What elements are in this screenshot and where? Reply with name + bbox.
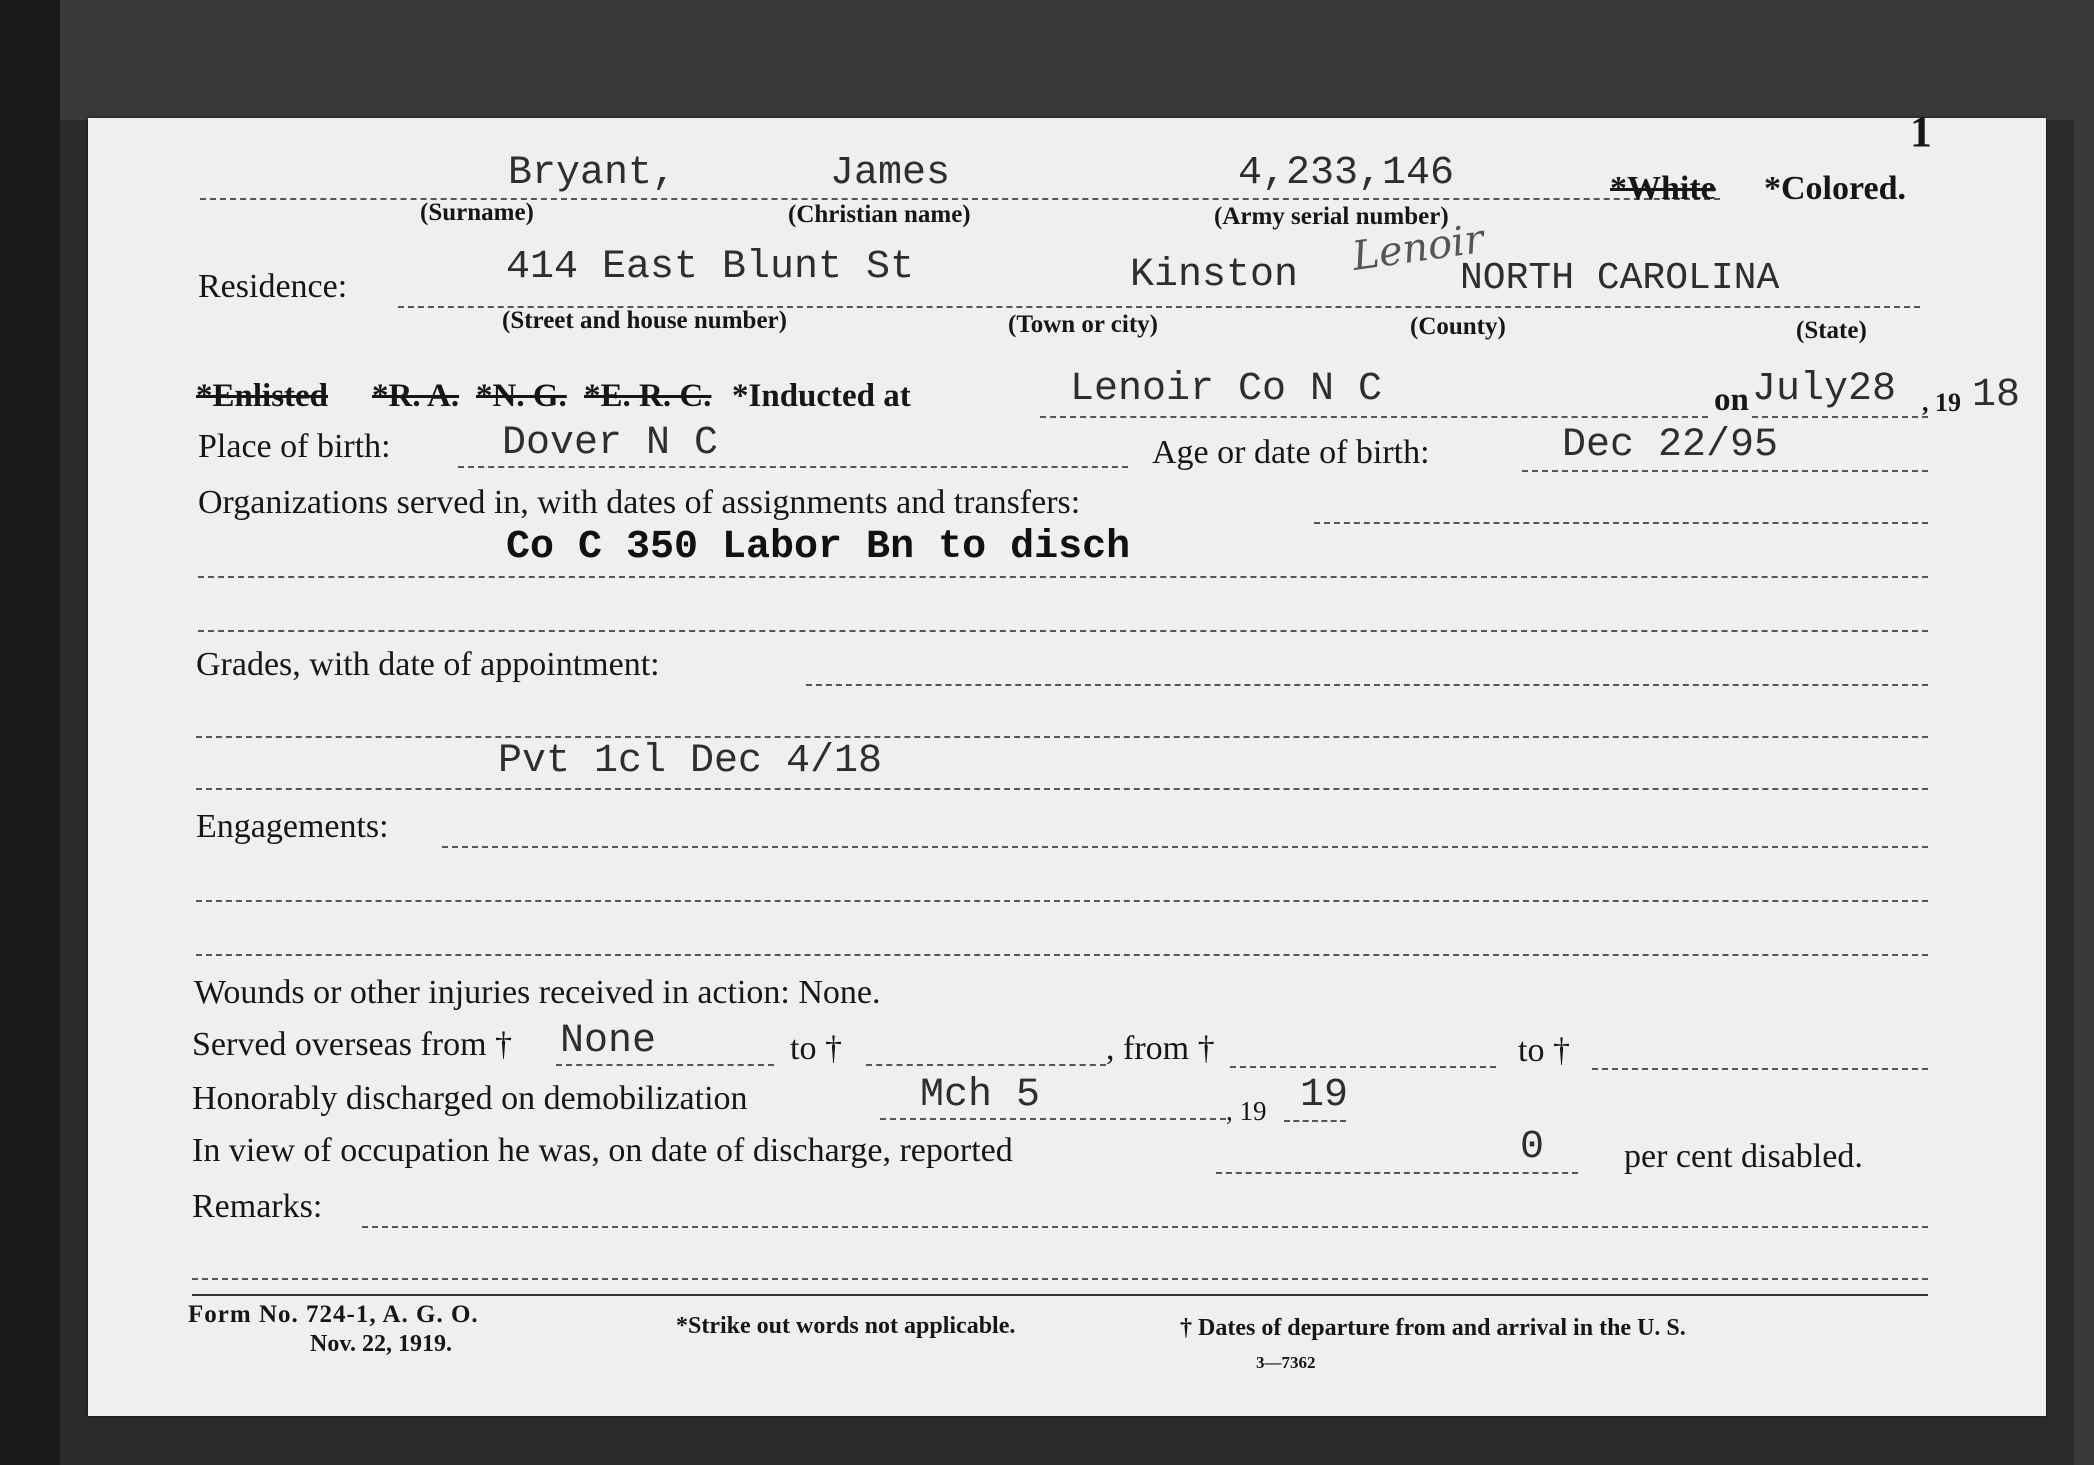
discharge-date-value: Mch 5 — [920, 1073, 1041, 1118]
serial-number-value: 4,233,146 — [1238, 151, 1455, 196]
engagements-label: Engagements: — [196, 808, 389, 845]
town-value: Kinston — [1130, 253, 1299, 298]
place-of-birth-value: Dover N C — [502, 421, 719, 466]
birth-date-value: Dec 22/95 — [1562, 423, 1779, 468]
surname-caption: (Surname) — [420, 199, 534, 226]
race-white-option: *White — [1610, 170, 1716, 207]
grades-value: Pvt 1cl Dec 4/18 — [498, 739, 883, 784]
strike-note: *Strike out words not applicable. — [676, 1313, 1016, 1339]
grades-line-2 — [196, 736, 1928, 738]
engagements-line-1 — [442, 846, 1928, 848]
on-label: on — [1714, 382, 1749, 418]
state-caption: (State) — [1796, 317, 1867, 344]
enlisted-option: *Enlisted — [196, 378, 329, 414]
overseas-to-1-label: to † — [790, 1030, 842, 1067]
street-caption: (Street and house number) — [502, 307, 787, 334]
form-date: Nov. 22, 1919. — [310, 1331, 453, 1357]
organizations-line-2 — [198, 576, 1928, 578]
organizations-value: Co C 350 Labor Bn to disch — [506, 525, 1131, 570]
wounds-label: Wounds or other injuries received in action: None. — [194, 974, 881, 1011]
discharge-label: Honorably discharged on demobilization — [192, 1080, 748, 1117]
disability-line — [1216, 1172, 1578, 1174]
serial-caption: (Army serial number) — [1214, 203, 1449, 230]
overseas-from-2-label: , from † — [1106, 1030, 1215, 1067]
town-caption: (Town or city) — [1008, 311, 1158, 338]
disability-suffix: per cent disabled. — [1624, 1138, 1863, 1175]
print-code: 3—7362 — [1256, 1353, 1316, 1372]
overseas-from-value: None — [560, 1019, 657, 1064]
engagements-line-2 — [196, 900, 1928, 902]
overseas-to-2-line — [1592, 1068, 1928, 1070]
remarks-label: Remarks: — [192, 1188, 323, 1225]
street-value: 414 East Blunt St — [506, 245, 915, 290]
service-record-card — [88, 107, 2046, 1416]
place-of-birth-line — [458, 466, 1128, 468]
card-number: 1 — [1910, 107, 1932, 156]
christian-name-caption: (Christian name) — [788, 201, 971, 228]
grades-label: Grades, with date of appointment: — [196, 646, 660, 683]
footer-rule — [192, 1294, 1928, 1296]
grades-line-1 — [806, 684, 1928, 686]
scan-background-left — [0, 0, 60, 1465]
birth-date-line — [1522, 470, 1928, 472]
inducted-line — [1040, 416, 1708, 418]
form-number: Form No. 724-1, A. G. O. — [188, 1301, 479, 1328]
ra-option: *R. A. — [372, 378, 460, 414]
disability-value: 0 — [1520, 1125, 1545, 1170]
induction-date-value: July28 — [1752, 367, 1897, 412]
overseas-from-2-line — [1230, 1066, 1496, 1068]
scan-background-top — [0, 0, 2094, 120]
inducted-at-value: Lenoir Co N C — [1070, 367, 1383, 412]
remarks-line-1 — [362, 1226, 1928, 1228]
discharge-year-value: 19 — [1300, 1073, 1349, 1118]
discharge-date-line — [880, 1118, 1226, 1120]
disability-label: In view of occupation he was, on date of discharge, reported — [192, 1132, 1013, 1169]
state-value: NORTH CAROLINA — [1460, 257, 1780, 300]
dates-note: † Dates of departure from and arrival in the U. S. — [1180, 1315, 1686, 1341]
remarks-line-2 — [192, 1278, 1928, 1280]
discharge-year-prefix: , 19 — [1226, 1096, 1267, 1126]
induction-year-value: 18 — [1972, 373, 2021, 418]
residence-label: Residence: — [198, 268, 348, 305]
overseas-from-line — [556, 1064, 774, 1066]
inducted-label: *Inducted at — [732, 378, 911, 414]
grades-line-3 — [196, 788, 1928, 790]
overseas-to-2-label: to † — [1518, 1032, 1570, 1069]
scan-background-right — [2074, 0, 2094, 1465]
induction-date-line — [1752, 416, 1928, 418]
surname-value: Bryant, — [508, 151, 677, 196]
erc-option: *E. R. C. — [584, 378, 712, 414]
organizations-line-1 — [1314, 522, 1928, 524]
overseas-to-1-line — [866, 1064, 1106, 1066]
race-colored-option: *Colored. — [1764, 170, 1906, 207]
engagements-line-3 — [196, 954, 1928, 956]
discharge-year-line — [1284, 1120, 1346, 1122]
organizations-label: Organizations served in, with dates of assignments and transfers: — [198, 484, 1081, 521]
organizations-line-3 — [198, 630, 1928, 632]
age-label: Age or date of birth: — [1152, 434, 1430, 471]
county-caption: (County) — [1410, 313, 1506, 340]
place-of-birth-label: Place of birth: — [198, 428, 391, 465]
county-handwritten-value: Lenoir — [1349, 216, 1487, 280]
ng-option: *N. G. — [476, 378, 567, 414]
overseas-label: Served overseas from † — [192, 1026, 513, 1063]
induction-year-prefix: , 19 — [1922, 388, 1961, 417]
christian-name-value: James — [830, 151, 951, 196]
